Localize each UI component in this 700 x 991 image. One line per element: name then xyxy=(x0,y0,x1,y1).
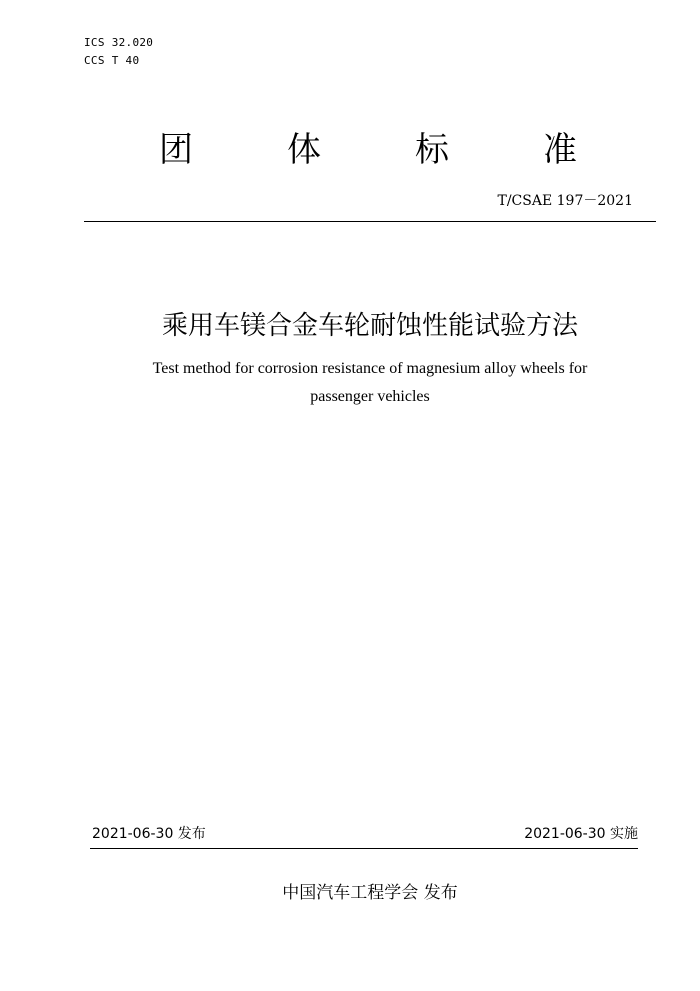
heading-char-4: 准 xyxy=(543,130,577,170)
title-chinese: 乘用车镁合金车轮耐蚀性能试验方法 xyxy=(161,311,578,341)
heading-char-1: 团 xyxy=(159,130,193,170)
heading-char-2: 体 xyxy=(287,130,321,170)
effective-date: 2021-06-30 实施 xyxy=(524,826,638,842)
ccs-code: CCS T 40 xyxy=(84,54,140,67)
publish-date: 2021-06-30 发布 xyxy=(92,826,206,842)
standard-code: T/CSAE 197－2021 xyxy=(497,193,633,209)
ics-code: ICS 32.020 xyxy=(84,36,154,49)
title-english-line-1: Test method for corrosion resistance of magnesium alloy wheels for xyxy=(152,360,588,377)
title-english-line-2: passenger vehicles xyxy=(310,388,430,405)
heading-char-3: 标 xyxy=(415,130,449,170)
publisher: 中国汽车工程学会 发布 xyxy=(282,883,458,903)
title-english xyxy=(0,355,700,411)
bottom-divider xyxy=(90,848,638,849)
top-divider xyxy=(84,221,656,222)
